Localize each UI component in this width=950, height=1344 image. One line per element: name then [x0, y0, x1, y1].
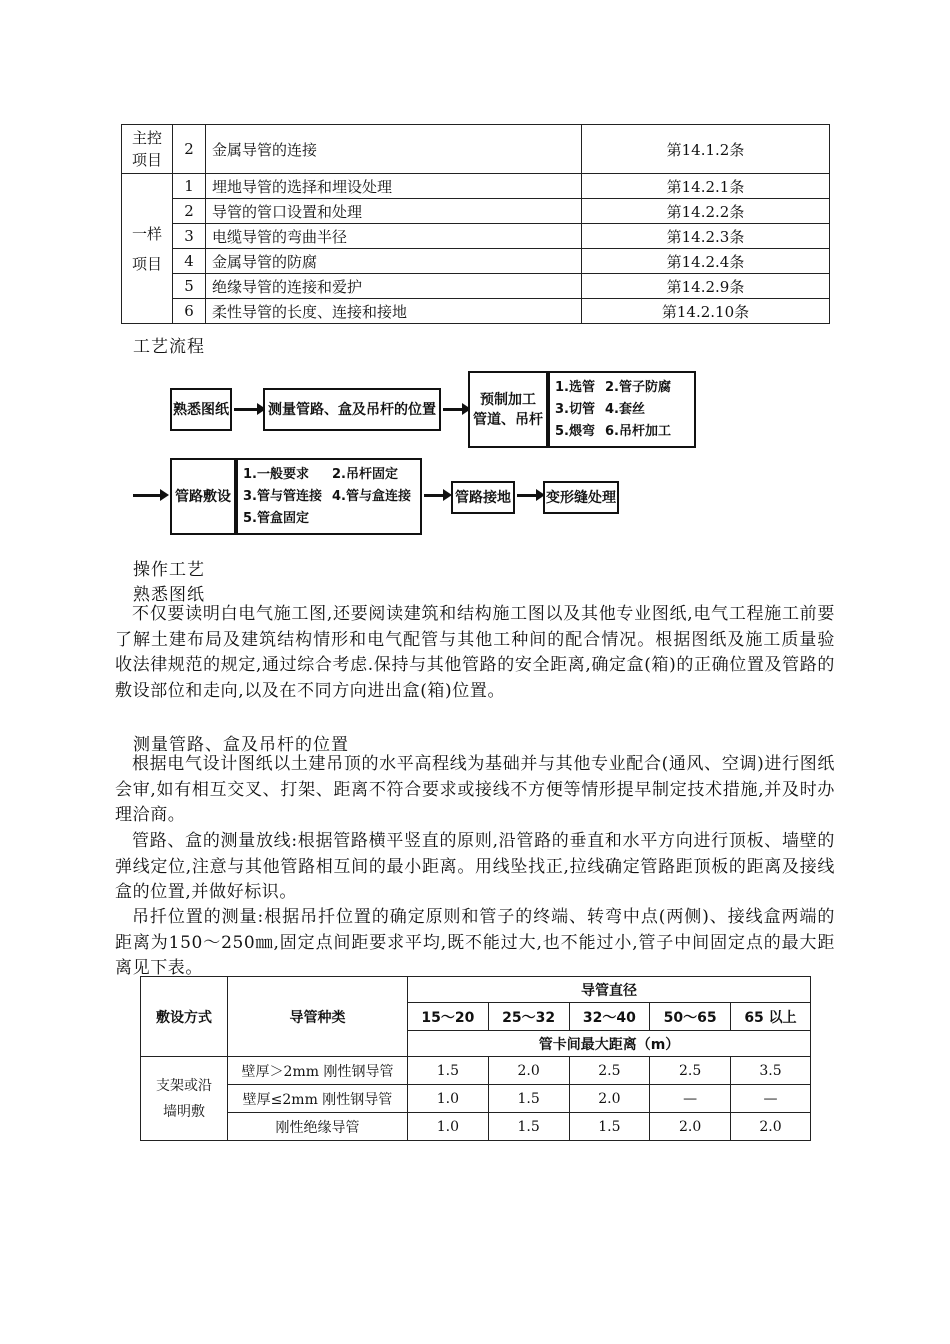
laying-step: 2.吊杆固定: [331, 466, 398, 482]
section-heading: 熟悉图纸: [133, 585, 205, 605]
prefab-step: 4.套丝: [604, 401, 645, 417]
flow-arrow: [234, 408, 258, 411]
num-cell: 2: [173, 125, 206, 174]
prefab-step: 3.切管: [555, 401, 595, 417]
num-cell: 4: [173, 249, 206, 274]
prefab-step: 1.选管: [555, 379, 595, 395]
table-row: [122, 274, 830, 299]
value-cell: —: [731, 1085, 811, 1113]
category-cell: 一样 项目: [122, 174, 173, 324]
laying-step: 5.管盒固定: [243, 510, 309, 526]
table-row: [141, 1113, 811, 1141]
size-header: 25～32: [488, 1003, 569, 1031]
item-cell: 电缆导管的弯曲半径: [206, 224, 582, 249]
table-row: [141, 977, 811, 1003]
ref-cell: 第14.2.3条: [582, 224, 830, 249]
header-type: 导管种类: [228, 977, 408, 1057]
process-flow-diagram: [133, 368, 733, 543]
table-row: [122, 125, 830, 174]
prefab-step: 6.吊杆加工: [604, 423, 671, 439]
flow-arrow: [517, 494, 537, 497]
value-cell: 1.5: [488, 1085, 569, 1113]
category-cell: 主控 项目: [122, 125, 173, 174]
value-cell: 1.5: [569, 1113, 650, 1141]
table-row: [141, 1057, 811, 1085]
item-cell: 导管的管口设置和处理: [206, 199, 582, 224]
table-row: [141, 1085, 811, 1113]
value-cell: —: [650, 1085, 731, 1113]
flow-arrow: [443, 408, 463, 411]
flow-box-familiarize: 熟悉图纸: [170, 388, 232, 431]
item-cell: 金属导管的防腐: [206, 249, 582, 274]
value-cell: 1.0: [408, 1113, 489, 1141]
flow-arrow: [133, 494, 161, 497]
type-cell: 壁厚＞2mm 刚性钢导管: [228, 1057, 408, 1085]
table-row: [122, 224, 830, 249]
value-cell: 2.0: [488, 1057, 569, 1085]
table-row: [122, 199, 830, 224]
value-cell: 2.0: [731, 1113, 811, 1141]
paragraph: 根据电气设计图纸以土建吊顶的水平高程线为基础并与其他专业配合(通风、空调)进行图纸会审,如有相互交叉、打架、距离不符合要求或接线不方便等情形提早制定技术措施,并及时办理洽商。: [115, 754, 835, 825]
section-heading: 操作工艺: [133, 560, 205, 580]
value-cell: 3.5: [731, 1057, 811, 1085]
flow-heading: 工艺流程: [133, 337, 205, 357]
ref-cell: 第14.2.4条: [582, 249, 830, 274]
flow-box-measure: 测量管路、盒及吊杆的位置: [263, 388, 441, 431]
value-cell: 1.0: [408, 1085, 489, 1113]
ref-cell: 第14.2.2条: [582, 199, 830, 224]
acceptance-items-table: [121, 124, 830, 324]
flow-box-laying-steps: [236, 458, 422, 535]
prefab-step: 2.管子防腐: [604, 379, 671, 395]
flow-box-prefab-steps: [548, 371, 696, 448]
num-cell: 1: [173, 174, 206, 199]
laying-step: 1.一般要求: [243, 466, 309, 482]
type-cell: 壁厚≤2mm 刚性钢导管: [228, 1085, 408, 1113]
table-row: [122, 249, 830, 274]
value-cell: 2.5: [650, 1057, 731, 1085]
flow-box-joint: 变形缝处理: [543, 481, 619, 514]
header-diameter: 导管直径: [408, 977, 811, 1003]
value-cell: 1.5: [488, 1113, 569, 1141]
num-cell: 6: [173, 299, 206, 324]
item-cell: 金属导管的连接: [206, 125, 582, 174]
num-cell: 3: [173, 224, 206, 249]
section-heading: 测量管路、盒及吊杆的位置: [133, 735, 349, 755]
flow-box-grounding: 管路接地: [451, 481, 515, 514]
num-cell: 5: [173, 274, 206, 299]
prefab-line1: 预制加工: [480, 391, 536, 408]
table-row: [122, 299, 830, 324]
prefab-step: 5.煨弯: [555, 423, 595, 439]
paragraph: 不仅要读明白电气施工图,还要阅读建筑和结构施工图以及其他专业图纸,电气工程施工前要了解土建布局及建筑结构情形和电气配管与其他工种间的配合情况。根据图纸及施工质量验收法律规范的规定,通过综合考虑.保持与其他管路的安全距离,确定盒(箱)的正确位置及管路的敷设部位和走向,以及在不同方向进出盒(箱)位置。: [115, 604, 835, 701]
laying-step: 3.管与管连接: [243, 488, 322, 504]
item-cell: 柔性导管的长度、连接和接地: [206, 299, 582, 324]
prefab-line2: 管道、吊杆: [473, 411, 543, 428]
header-method: 敷设方式: [141, 977, 228, 1057]
num-cell: 2: [173, 199, 206, 224]
size-header: 50～65: [650, 1003, 731, 1031]
size-header: 15～20: [408, 1003, 489, 1031]
ref-cell: 第14.2.1条: [582, 174, 830, 199]
item-cell: 绝缘导管的连接和爱护: [206, 274, 582, 299]
item-cell: 埋地导管的选择和埋设处理: [206, 174, 582, 199]
ref-cell: 第14.1.2条: [582, 125, 830, 174]
flow-arrow: [424, 494, 444, 497]
value-cell: 2.0: [650, 1113, 731, 1141]
flow-box-laying: 管路敷设: [170, 458, 236, 535]
table-row: [122, 174, 830, 199]
laying-step: 4.管与盒连接: [331, 488, 411, 504]
size-header: 65 以上: [731, 1003, 811, 1031]
ref-cell: 第14.2.9条: [582, 274, 830, 299]
paragraph: 管路、盒的测量放线:根据管路横平竖直的原则,沿管路的垂直和水平方向进行顶板、墙壁的弹线定位,注意与其他管路相互间的最小距离。用线坠找正,拉线确定管路距顶板的距离及接线盒的位置,并做好标识。: [115, 831, 835, 902]
paragraph: 吊扦位置的测量:根据吊扦位置的确定原则和管子的终端、转弯中点(两侧)、接线盒两端的距离为150～250㎜,固定点间距要求平均,既不能过大,也不能过小,管子中间固定点的最大距离见下表。: [115, 907, 835, 978]
ref-cell: 第14.2.10条: [582, 299, 830, 324]
value-cell: 1.5: [408, 1057, 489, 1085]
value-cell: 2.0: [569, 1085, 650, 1113]
method-cell: 支架或沿 墙明敷: [141, 1057, 228, 1141]
size-header: 32～40: [569, 1003, 650, 1031]
support-spacing-table: [140, 976, 811, 1141]
type-cell: 刚性绝缘导管: [228, 1113, 408, 1141]
flow-box-prefab: [468, 371, 548, 448]
header-max-distance: 管卡间最大距离（m）: [408, 1031, 811, 1057]
value-cell: 2.5: [569, 1057, 650, 1085]
